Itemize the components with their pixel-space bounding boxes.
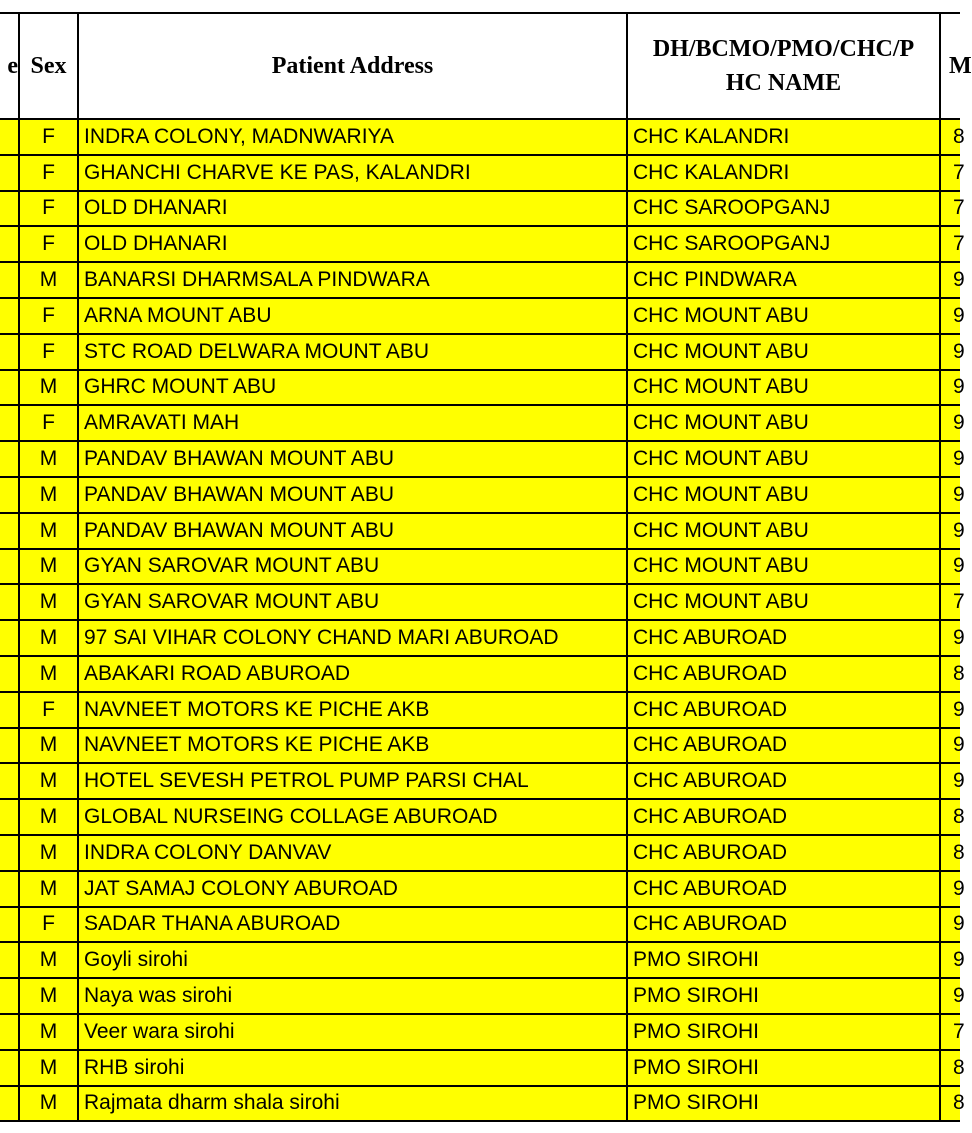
table-row bbox=[0, 621, 965, 657]
cell-next-fragment: 8 bbox=[953, 124, 965, 148]
cell-patient-address: STC ROAD DELWARA MOUNT ABU bbox=[79, 335, 628, 369]
table-row bbox=[0, 371, 965, 407]
cell-age-fragment bbox=[0, 1087, 20, 1121]
cell-facility-name: CHC MOUNT ABU bbox=[628, 585, 941, 619]
cell-sex: M bbox=[20, 371, 79, 405]
cell-sex: M bbox=[20, 979, 79, 1013]
cell-facility-name: PMO SIROHI bbox=[628, 943, 941, 977]
cell-sex: F bbox=[20, 335, 79, 369]
cell-patient-address: JAT SAMAJ COLONY ABUROAD bbox=[79, 872, 628, 906]
cell-patient-address: GLOBAL NURSEING COLLAGE ABUROAD bbox=[79, 800, 628, 834]
cell-sex: M bbox=[20, 836, 79, 870]
cell-facility-name: CHC ABUROAD bbox=[628, 836, 941, 870]
patient-table bbox=[0, 12, 972, 1122]
table-row bbox=[0, 979, 965, 1015]
table-header bbox=[0, 14, 972, 120]
table-row bbox=[0, 1087, 965, 1123]
cell-sex: M bbox=[20, 1087, 79, 1121]
cell-patient-address: PANDAV BHAWAN MOUNT ABU bbox=[79, 478, 628, 512]
cell-facility-name: CHC ABUROAD bbox=[628, 800, 941, 834]
cell-facility-name: CHC ABUROAD bbox=[628, 657, 941, 691]
cell-facility-name: PMO SIROHI bbox=[628, 979, 941, 1013]
table-row bbox=[0, 872, 965, 908]
cell-facility-name: CHC MOUNT ABU bbox=[628, 514, 941, 548]
cell-age-fragment bbox=[0, 335, 20, 369]
cell-next-fragment: 9 bbox=[953, 375, 965, 399]
cell-facility-name: PMO SIROHI bbox=[628, 1087, 941, 1121]
cell-patient-address: INDRA COLONY, MADNWARIYA bbox=[79, 120, 628, 154]
header-sex: Sex bbox=[20, 14, 79, 118]
cell-age-fragment bbox=[0, 621, 20, 655]
cell-sex: M bbox=[20, 263, 79, 297]
cell-patient-address: Veer wara sirohi bbox=[79, 1015, 628, 1049]
table-body bbox=[0, 120, 965, 1122]
table-row bbox=[0, 550, 965, 586]
cell-patient-address: ARNA MOUNT ABU bbox=[79, 299, 628, 333]
cell-age-fragment bbox=[0, 585, 20, 619]
cell-sex: M bbox=[20, 550, 79, 584]
cell-facility-name: CHC MOUNT ABU bbox=[628, 478, 941, 512]
cell-facility-name: CHC ABUROAD bbox=[628, 908, 941, 942]
table-row bbox=[0, 729, 965, 765]
cell-age-fragment bbox=[0, 729, 20, 763]
cell-sex: M bbox=[20, 872, 79, 906]
cell-facility-name: CHC MOUNT ABU bbox=[628, 550, 941, 584]
cell-patient-address: AMRAVATI MAH bbox=[79, 406, 628, 440]
cell-sex: F bbox=[20, 120, 79, 154]
table-row bbox=[0, 693, 965, 729]
table-row bbox=[0, 263, 965, 299]
cell-age-fragment bbox=[0, 908, 20, 942]
cell-next-fragment: 9 bbox=[953, 518, 965, 542]
cell-age-fragment bbox=[0, 192, 20, 226]
cell-age-fragment bbox=[0, 764, 20, 798]
cell-age-fragment bbox=[0, 1051, 20, 1085]
cell-sex: M bbox=[20, 1015, 79, 1049]
cell-age-fragment bbox=[0, 263, 20, 297]
cell-patient-address: GHRC MOUNT ABU bbox=[79, 371, 628, 405]
cell-next-fragment: 9 bbox=[953, 948, 965, 972]
cell-facility-name: CHC MOUNT ABU bbox=[628, 371, 941, 405]
cell-age-fragment bbox=[0, 514, 20, 548]
cell-patient-address: INDRA COLONY DANVAV bbox=[79, 836, 628, 870]
cell-sex: M bbox=[20, 478, 79, 512]
cell-age-fragment bbox=[0, 371, 20, 405]
cell-facility-name: CHC ABUROAD bbox=[628, 729, 941, 763]
cell-patient-address: SADAR THANA ABUROAD bbox=[79, 908, 628, 942]
cell-age-fragment bbox=[0, 299, 20, 333]
cell-next-fragment: 8 bbox=[953, 661, 965, 685]
cell-sex: M bbox=[20, 800, 79, 834]
cell-facility-name: PMO SIROHI bbox=[628, 1015, 941, 1049]
cell-sex: M bbox=[20, 657, 79, 691]
cell-facility-name: CHC KALANDRI bbox=[628, 120, 941, 154]
cell-age-fragment bbox=[0, 406, 20, 440]
cell-sex: F bbox=[20, 227, 79, 261]
cell-next-fragment: 9 bbox=[953, 411, 965, 435]
cell-age-fragment bbox=[0, 836, 20, 870]
table-row bbox=[0, 836, 965, 872]
cell-patient-address: PANDAV BHAWAN MOUNT ABU bbox=[79, 442, 628, 476]
table-row bbox=[0, 764, 965, 800]
cell-next-fragment: 8 bbox=[953, 1091, 965, 1115]
cell-patient-address: NAVNEET MOTORS KE PICHE AKB bbox=[79, 729, 628, 763]
cell-next-fragment: 9 bbox=[953, 912, 965, 936]
table-row bbox=[0, 514, 965, 550]
cell-age-fragment bbox=[0, 657, 20, 691]
cell-sex: F bbox=[20, 908, 79, 942]
cell-age-fragment bbox=[0, 156, 20, 190]
cell-next-fragment: 9 bbox=[953, 626, 965, 650]
cell-facility-name: CHC MOUNT ABU bbox=[628, 406, 941, 440]
header-facility-line2: HC NAME bbox=[725, 70, 842, 96]
table-row bbox=[0, 406, 965, 442]
table-row bbox=[0, 156, 965, 192]
cell-patient-address: Goyli sirohi bbox=[79, 943, 628, 977]
table-row bbox=[0, 585, 965, 621]
cell-facility-name: CHC ABUROAD bbox=[628, 872, 941, 906]
header-patient-address: Patient Address bbox=[79, 14, 628, 118]
cell-sex: F bbox=[20, 406, 79, 440]
cell-age-fragment bbox=[0, 442, 20, 476]
cell-patient-address: OLD DHANARI bbox=[79, 192, 628, 226]
cell-next-fragment: 8 bbox=[953, 805, 965, 829]
table-row bbox=[0, 335, 965, 371]
header-facility-line1: DH/BCMO/PMO/CHC/P bbox=[652, 36, 915, 62]
cell-next-fragment: 9 bbox=[953, 769, 965, 793]
cell-next-fragment: 9 bbox=[953, 554, 965, 578]
cell-facility-name: CHC PINDWARA bbox=[628, 263, 941, 297]
cell-sex: M bbox=[20, 1051, 79, 1085]
cell-sex: M bbox=[20, 621, 79, 655]
cell-sex: M bbox=[20, 729, 79, 763]
cell-next-fragment: 7 bbox=[953, 232, 965, 256]
cell-age-fragment bbox=[0, 227, 20, 261]
cell-facility-name: CHC ABUROAD bbox=[628, 621, 941, 655]
table-row bbox=[0, 908, 965, 944]
cell-sex: M bbox=[20, 943, 79, 977]
cell-sex: F bbox=[20, 156, 79, 190]
cell-age-fragment bbox=[0, 478, 20, 512]
cell-patient-address: Rajmata dharm shala sirohi bbox=[79, 1087, 628, 1121]
cell-next-fragment: 9 bbox=[953, 876, 965, 900]
cell-next-fragment: 8 bbox=[953, 1055, 965, 1079]
cell-next-fragment: 9 bbox=[953, 303, 965, 327]
header-facility-text bbox=[653, 32, 914, 100]
cell-patient-address: GYAN SAROVAR MOUNT ABU bbox=[79, 550, 628, 584]
cell-sex: F bbox=[20, 299, 79, 333]
cell-next-fragment: 7 bbox=[953, 1019, 965, 1043]
cell-next-fragment: 7 bbox=[953, 160, 965, 184]
cell-age-fragment bbox=[0, 550, 20, 584]
header-age-fragment: e bbox=[0, 14, 20, 118]
cell-age-fragment bbox=[0, 943, 20, 977]
cell-next-fragment: 9 bbox=[953, 339, 965, 363]
cell-patient-address: GHANCHI CHARVE KE PAS, KALANDRI bbox=[79, 156, 628, 190]
cell-facility-name: CHC ABUROAD bbox=[628, 764, 941, 798]
cell-patient-address: Naya was sirohi bbox=[79, 979, 628, 1013]
cell-sex: M bbox=[20, 514, 79, 548]
table-row bbox=[0, 1015, 965, 1051]
cell-patient-address: PANDAV BHAWAN MOUNT ABU bbox=[79, 514, 628, 548]
table-row bbox=[0, 800, 965, 836]
cell-facility-name: CHC MOUNT ABU bbox=[628, 335, 941, 369]
cell-facility-name: CHC MOUNT ABU bbox=[628, 299, 941, 333]
cell-patient-address: OLD DHANARI bbox=[79, 227, 628, 261]
cell-next-fragment: 8 bbox=[953, 840, 965, 864]
cell-patient-address: NAVNEET MOTORS KE PICHE AKB bbox=[79, 693, 628, 727]
cell-next-fragment: 9 bbox=[953, 268, 965, 292]
table-row bbox=[0, 299, 965, 335]
cell-facility-name: PMO SIROHI bbox=[628, 1051, 941, 1085]
cell-patient-address: BANARSI DHARMSALA PINDWARA bbox=[79, 263, 628, 297]
cell-facility-name: CHC SAROOPGANJ bbox=[628, 192, 941, 226]
cell-facility-name: CHC MOUNT ABU bbox=[628, 442, 941, 476]
cell-age-fragment bbox=[0, 979, 20, 1013]
cell-sex: F bbox=[20, 693, 79, 727]
cell-patient-address: RHB sirohi bbox=[79, 1051, 628, 1085]
header-facility-name bbox=[628, 14, 941, 118]
cell-sex: M bbox=[20, 585, 79, 619]
cell-next-fragment: 9 bbox=[953, 482, 965, 506]
cell-next-fragment: 9 bbox=[953, 697, 965, 721]
table-row bbox=[0, 192, 965, 228]
table-row bbox=[0, 943, 965, 979]
cell-facility-name: CHC SAROOPGANJ bbox=[628, 227, 941, 261]
cell-patient-address: 97 SAI VIHAR COLONY CHAND MARI ABUROAD bbox=[79, 621, 628, 655]
table-row bbox=[0, 1051, 965, 1087]
header-next-fragment: M bbox=[949, 52, 972, 79]
cell-sex: F bbox=[20, 192, 79, 226]
table-row bbox=[0, 442, 965, 478]
table-row bbox=[0, 120, 965, 156]
cell-facility-name: CHC ABUROAD bbox=[628, 693, 941, 727]
table-row bbox=[0, 227, 965, 263]
cell-next-fragment: 7 bbox=[953, 590, 965, 614]
cell-age-fragment bbox=[0, 800, 20, 834]
cell-age-fragment bbox=[0, 872, 20, 906]
cell-sex: M bbox=[20, 442, 79, 476]
table-row bbox=[0, 657, 965, 693]
cell-patient-address: ABAKARI ROAD ABUROAD bbox=[79, 657, 628, 691]
cell-facility-name: CHC KALANDRI bbox=[628, 156, 941, 190]
table-row bbox=[0, 478, 965, 514]
cell-next-fragment: 9 bbox=[953, 733, 965, 757]
cell-next-fragment: 9 bbox=[953, 984, 965, 1008]
cell-sex: M bbox=[20, 764, 79, 798]
cell-age-fragment bbox=[0, 1015, 20, 1049]
cell-next-fragment: 7 bbox=[953, 196, 965, 220]
cell-age-fragment bbox=[0, 120, 20, 154]
cell-patient-address: HOTEL SEVESH PETROL PUMP PARSI CHAL bbox=[79, 764, 628, 798]
cell-age-fragment bbox=[0, 693, 20, 727]
cell-next-fragment: 9 bbox=[953, 447, 965, 471]
cell-patient-address: GYAN SAROVAR MOUNT ABU bbox=[79, 585, 628, 619]
